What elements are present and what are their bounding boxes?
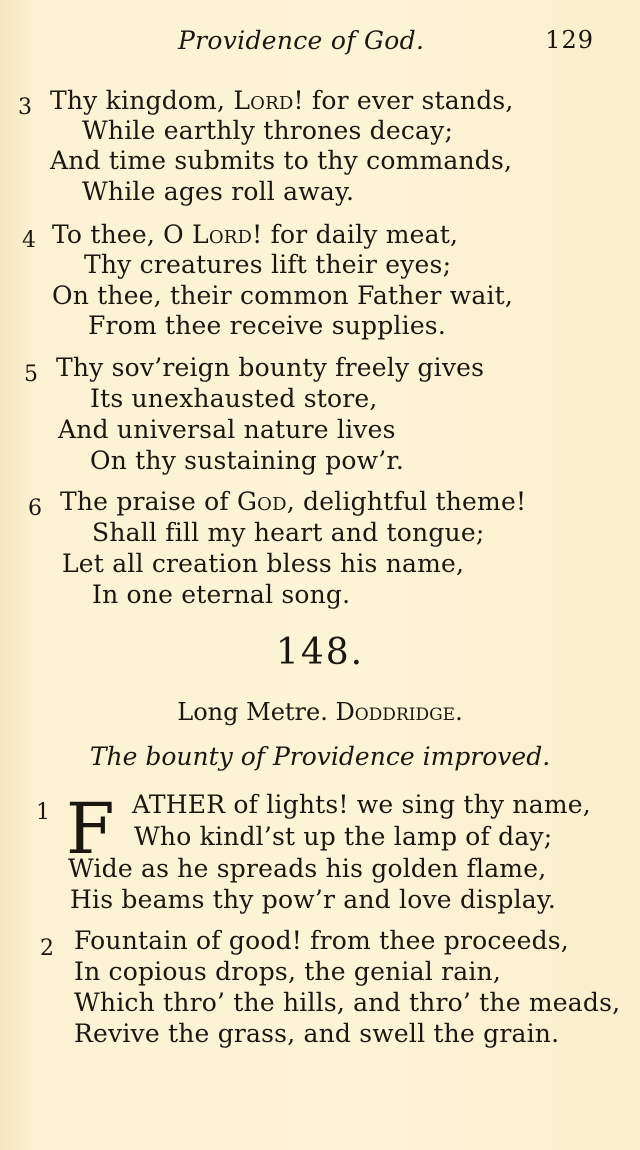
verse-line: On thee, their common Father wait, [52,281,514,310]
verse-line: Fountain of good! from thee proceeds, [74,926,569,955]
stanza-number: 4 [22,228,36,253]
verse-line: And time submits to thy commands, [50,146,513,175]
running-title: Providence of God. [178,26,425,55]
stanza-number: 3 [18,95,32,120]
verse-line: Let all creation bless his name, [62,549,465,578]
verse-line: To thee, O Lord! for daily meat, [52,220,459,249]
divine-name: Lord [192,220,253,249]
verse-line: Thy creatures lift their eyes; [84,250,452,279]
verse-line: Who kindl’st up the lamp of day; [134,822,553,851]
verse-line: While earthly thrones decay; [82,116,454,145]
stanza-number: 6 [28,496,42,521]
divine-name: God [237,487,287,516]
verse-line: Wide as he spreads his golden flame, [68,854,547,883]
stanza-number: 2 [40,936,54,961]
drop-cap: F [66,788,115,870]
meter: Long Metre. [177,698,328,726]
verse-line: Revive the grass, and swell the grain. [74,1019,560,1048]
verse-line: On thy sustaining pow’r. [90,446,404,475]
stanza-number: 5 [24,362,38,387]
verse-line: In one eternal song. [92,580,351,609]
verse-line: In copious drops, the genial rain, [74,957,501,986]
verse-line: Which thro’ the hills, and thro’ the meads, [74,988,621,1017]
verse-line: ATHER of lights! we sing thy name, [132,790,591,819]
hymn-subject: The bounty of Providence improved. [89,742,551,771]
verse-line: And universal nature lives [58,415,396,444]
verse-line: While ages roll away. [82,177,355,206]
verse-line: From thee receive supplies. [88,311,446,340]
verse-line: Thy sov’reign bounty freely gives [56,353,485,382]
meter-line [0,698,640,726]
verse-line: Its unexhausted store, [90,384,378,413]
author: Doddridge. [335,698,463,726]
hymn-number: 148. [275,632,365,673]
verse-line: The praise of God, delightful theme! [60,487,527,516]
stanza-number: 1 [36,800,50,825]
verse-line: Thy kingdom, Lord! for ever stands, [50,86,514,115]
verse-line: His beams thy pow’r and love display. [70,885,557,914]
divine-name: Lord [233,86,294,115]
page-number: 129 [545,26,594,54]
verse-line: Shall fill my heart and tongue; [92,518,485,547]
